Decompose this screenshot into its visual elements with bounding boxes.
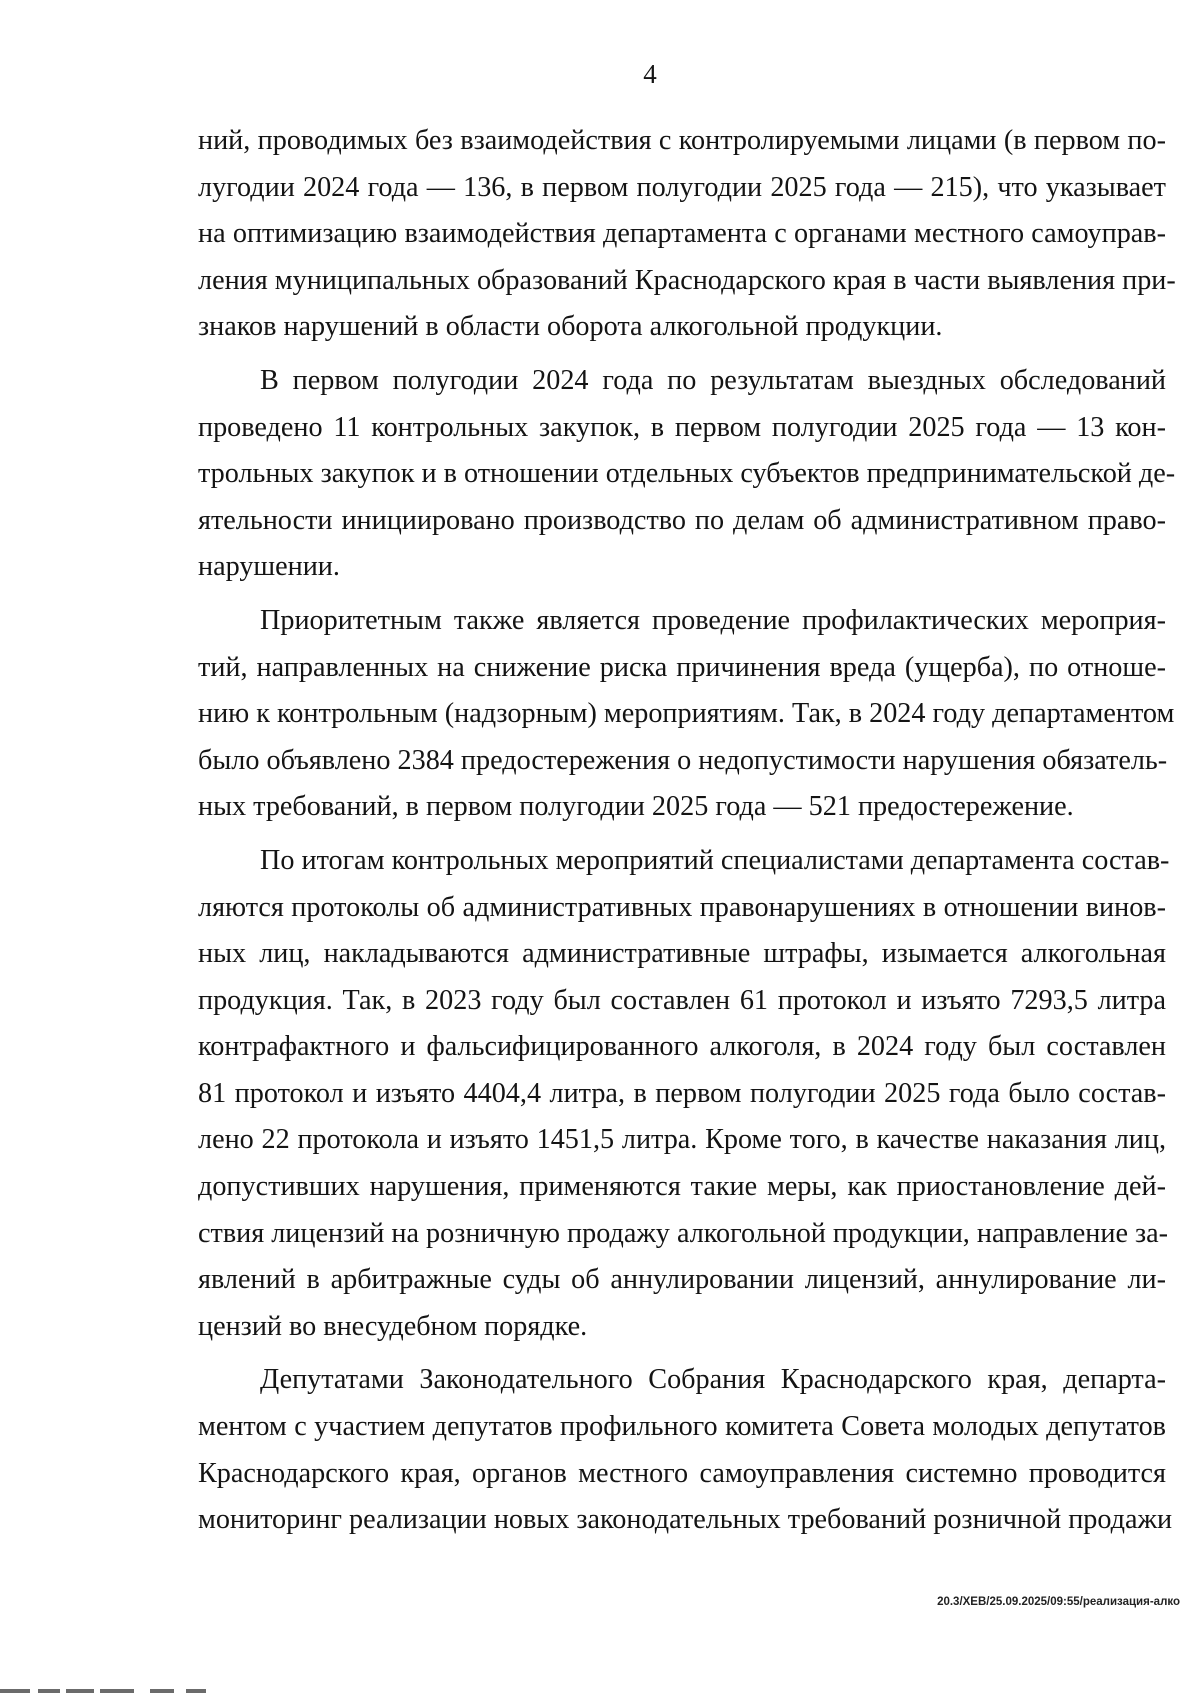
text-line: мониторинг реализации новых законодательных требований розничной продажи (198, 1504, 1173, 1536)
document-footer-code: 20.3/ХЕВ/25.09.2025/09:55/реализация-алко (937, 1596, 1180, 1608)
text-line: допустивших нарушения, применяются такие меры, как приостановление дей- (198, 1171, 1166, 1203)
text-line: знаков нарушений в области оборота алкогольной продукции. (198, 311, 943, 343)
page-number: 4 (643, 59, 657, 89)
text-line: ментом с участием депутатов профильного комитета Совета молодых депутатов (198, 1411, 1166, 1443)
text-line: нию к контрольным (надзорным) мероприятиям. Так, в 2024 году департаментом (198, 698, 1175, 730)
text-line: ных требований, в первом полугодии 2025 года — 521 предостережение. (198, 791, 1074, 823)
text-line: В первом полугодии 2024 года по результатам выездных обследований (260, 364, 1166, 396)
paragraph-gap (198, 591, 1166, 598)
text-line: продукция. Так, в 2023 году был составлен 61 протокол и изъято 7293,5 литра (198, 984, 1166, 1016)
body-text (198, 118, 1176, 1544)
text-line: явлений в арбитражные суды об аннулировании лицензий, аннулирование ли- (198, 1264, 1166, 1296)
text-line: лугодии 2024 года — 136, в первом полугодии 2025 года — 215), что указывает (198, 171, 1166, 203)
text-line: цензий во внесудебном порядке. (198, 1310, 588, 1342)
text-line: тий, направленных на снижение риска причинения вреда (ущерба), по отноше- (198, 651, 1166, 683)
text-line: контрафактного и фальсифицированного алкоголя, в 2024 году был составлен (198, 1031, 1166, 1063)
paragraph-gap (198, 1350, 1166, 1357)
text-line: Депутатами Законодательного Собрания Краснодарского края, департа- (260, 1364, 1166, 1396)
text-line: 81 протокол и изъято 4404,4 литра, в первом полугодии 2025 года было состав- (198, 1077, 1166, 1109)
text-line: трольных закупок и в отношении отдельных субъектов предпринимательской де- (198, 458, 1176, 490)
text-line: нарушении. (198, 551, 340, 583)
text-line: По итогам контрольных мероприятий специалистами департамента состав- (260, 844, 1170, 876)
text-line: лено 22 протокола и изъято 1451,5 литра. Кроме того, в качестве наказания лиц, (198, 1124, 1166, 1156)
paragraph-gap (198, 831, 1166, 838)
text-line: ствия лицензий на розничную продажу алкогольной продукции, направление за- (198, 1217, 1169, 1249)
text-line: на оптимизацию взаимодействия департамента с органами местного самоуправ- (198, 218, 1166, 250)
text-line: ных лиц, накладываются административные штрафы, изымается алкогольная (198, 938, 1166, 970)
text-line: проведено 11 контрольных закупок, в первом полугодии 2025 года — 13 кон- (198, 411, 1166, 443)
scan-edge-marks (0, 1683, 240, 1700)
text-line: ятельности инициировано производство по делам об административном право- (198, 504, 1166, 536)
text-line: было объявлено 2384 предостережения о недопустимости нарушения обязатель- (198, 744, 1168, 776)
text-line: Приоритетным также является проведение профилактических мероприя- (260, 604, 1166, 636)
text-line: ляются протоколы об административных правонарушениях в отношении винов- (198, 891, 1166, 923)
paragraph-gap (198, 351, 1166, 358)
text-line: Краснодарского края, органов местного самоуправления системно проводится (198, 1457, 1166, 1489)
text-line: ний, проводимых без взаимодействия с контролируемыми лицами (в первом по- (198, 125, 1166, 156)
text-line: ления муниципальных образований Краснодарского края в части выявления при- (198, 264, 1176, 296)
